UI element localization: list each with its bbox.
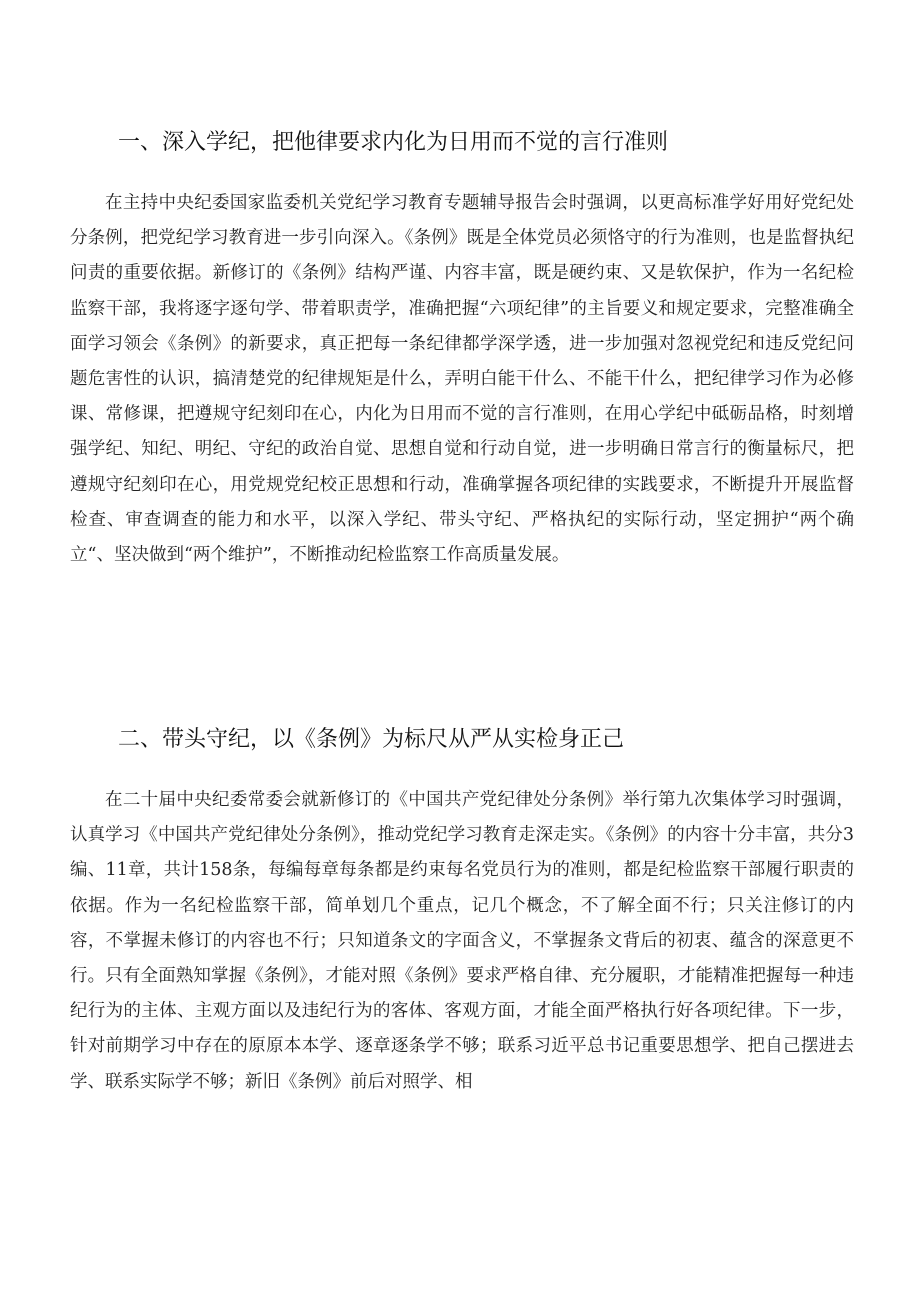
- section-1-heading: 一、深入学纪，把他律要求内化为日用而不觉的言行准则: [118, 130, 669, 155]
- section-1-paragraph: 在主持中央纪委国家监委机关党纪学习教育专题辅导报告会时强调，以更高标准学好用好党纪处分条例，把党纪学习教育进一步引向深入。《条例》既是全体党员必须恪守的行为准则，也是监督执纪问责的重要依据。新修订的《条例》结构严谨、内容丰富，既是硬约束、又是软保护，作为一名纪检监察干部，我将逐字逐句学、带着职责学，准确把握“六项纪律”的主旨要义和规定要求，完整准确全面学习领会《条例》的新要求，真正把每一条纪律都学深学透，进一步加强对忽视党纪和违反党纪问题危害性的认识，搞清楚党的纪律规矩是什么，弄明白能干什么、不能干什么，把纪律学习作为必修课、常修课，把遵规守纪刻印在心，内化为日用而不觉的言行准则，在用心学纪中砥砺品格，时刻增强学纪、知纪、明纪、守纪的政治自觉、思想自觉和行动自觉，进一步明确日常言行的衡量标尺，把遵规守纪刻印在心，用党规党纪校正思想和行动，准确掌握各项纪律的实践要求，不断提升开展监督检查、审查调查的能力和水平，以深入学纪、带头守纪、严格执纪的实际行动，坚定拥护“两个确立“、坚决做到“两个维护”，不断推动纪检监察工作高质量发展。: [70, 193, 854, 566]
- section-2-paragraph: 在二十届中央纪委常委会就新修订的《中国共产党纪律处分条例》举行第九次集体学习时强调，认真学习《中国共产党纪律处分条例》，推动党纪学习教育走深走实。《条例》的内容十分丰富，共分3编、11章，共计158条，每编每章每条都是约束每名党员行为的准则，都是纪检监察干部履行职责的依据。作为一名纪检监察干部，简单划几个重点，记几个概念，不了解全面不行；只关注修订的内容，不掌握未修订的内容也不行；只知道条文的字面含义，不掌握条文背后的初衷、蕴含的深意更不行。只有全面熟知掌握《条例》，才能对照《条例》要求严格自律、充分履职，才能精准把握每一种违纪行为的主体、主观方面以及违纪行为的客体、客观方面，才能全面严格执行好各项纪律。下一步，针对前期学习中存在的原原本本学、逐章逐条学不够；联系习近平总书记重要思想学、把自己摆进去学、联系实际学不够；新旧《条例》前后对照学、相: [70, 790, 854, 1092]
- section-2-heading: 二、带头守纪，以《条例》为标尺从严从实检身正己: [118, 727, 625, 752]
